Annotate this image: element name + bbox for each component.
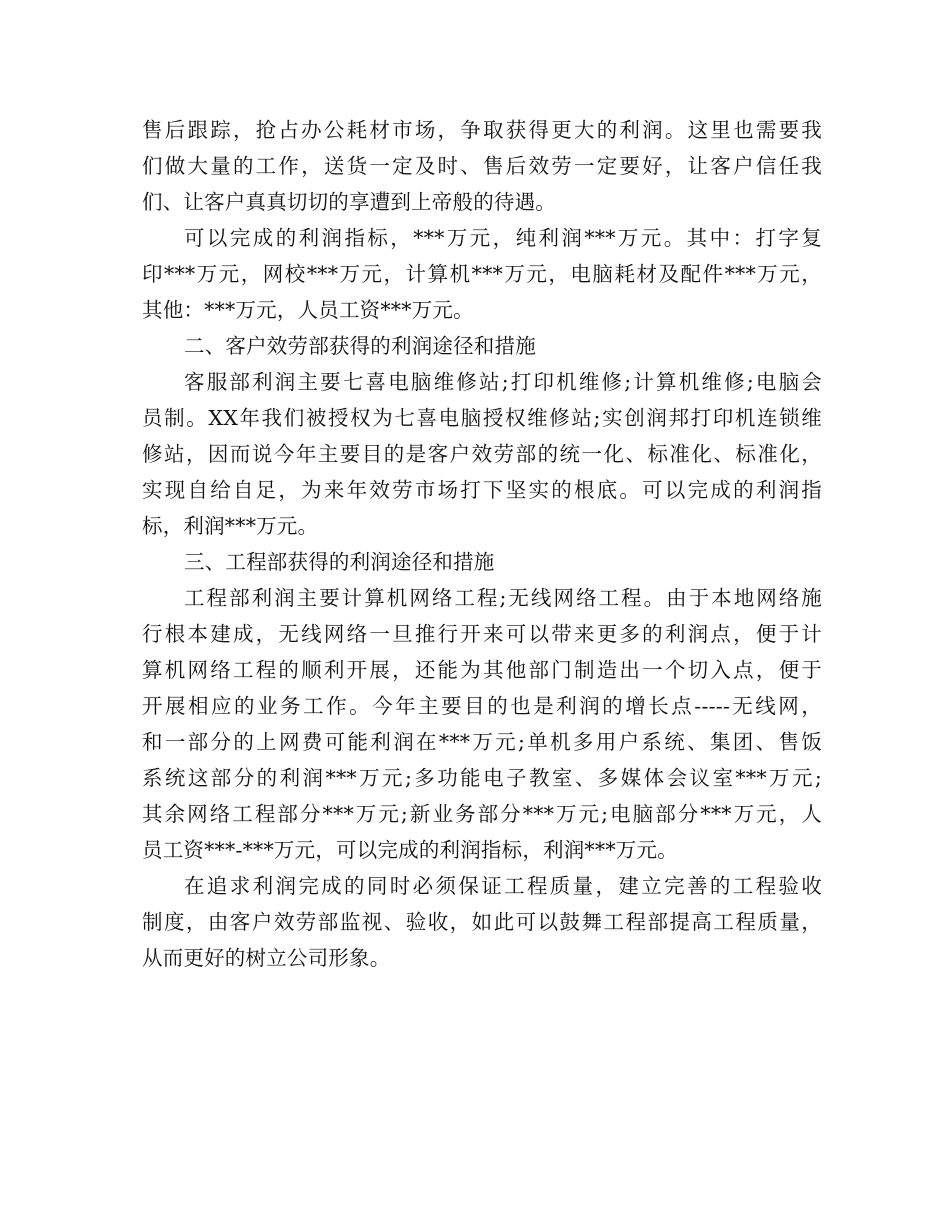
text-line: 算机网络工程的顺利开展，还能为其他部门制造出一个切入点，便于 <box>142 658 822 682</box>
section-heading-customer-service <box>142 328 822 364</box>
text-line: 修站，因而说今年主要目的是客户效劳部的统一化、标准化、标准化， <box>142 442 822 466</box>
section-heading: 三、工程部获得的利润途径和措施 <box>184 550 495 574</box>
text-line: 们做大量的工作，送货一定及时、售后效劳一定要好，让客户信任我 <box>142 154 822 178</box>
text-line: 在追求利润完成的同时必须保证工程质量，建立完善的工程验收 <box>184 874 822 898</box>
paragraph-sales-followup <box>142 112 822 220</box>
text-line: 售后跟踪，抢占办公耗材市场，争取获得更大的利润。这里也需要我 <box>142 118 822 142</box>
text-line: 可以完成的利润指标，***万元，纯利润***万元。其中：打字复 <box>184 226 822 250</box>
text-line: 标，利润***万元。 <box>142 514 319 538</box>
paragraph-quality-assurance <box>142 868 822 976</box>
paragraph-engineering <box>142 580 822 868</box>
text-line: 实现自给自足，为来年效劳市场打下坚实的根底。可以完成的利润指 <box>142 478 822 502</box>
text-line: 客服部利润主要七喜电脑维修站;打印机维修;计算机维修;电脑会 <box>184 370 822 394</box>
text-line: 其他：***万元，人员工资***万元。 <box>142 298 474 322</box>
text-line: 行根本建成，无线网络一旦推行开来可以带来更多的利润点，便于计 <box>142 622 822 646</box>
text-line: 其余网络工程部分***万元;新业务部分***万元;电脑部分***万元，人 <box>142 802 822 826</box>
text-line: 系统这部分的利润***万元;多功能电子教室、多媒体会议室***万元; <box>142 766 822 790</box>
text-line: 员工资***-***万元，可以完成的利润指标，利润***万元。 <box>142 838 678 862</box>
text-line: 开展相应的业务工作。今年主要目的也是利润的增长点-----无线网， <box>142 694 822 718</box>
text-line: 工程部利润主要计算机网络工程;无线网络工程。由于本地网络施 <box>184 586 822 610</box>
text-line: 制度，由客户效劳部监视、验收，如此可以鼓舞工程部提高工程质量， <box>142 910 822 934</box>
text-line: 员制。XX年我们被授权为七喜电脑授权维修站;实创润邦打印机连锁维 <box>142 406 822 430</box>
text-line: 和一部分的上网费可能利润在***万元;单机多用户系统、集团、售饭 <box>142 730 822 754</box>
text-line: 印***万元，网校***万元，计算机***万元，电脑耗材及配件***万元， <box>142 262 822 286</box>
text-line: 从而更好的树立公司形象。 <box>142 946 391 970</box>
paragraph-profit-targets <box>142 220 822 328</box>
document-page <box>142 112 822 976</box>
section-heading-engineering <box>142 544 822 580</box>
section-heading: 二、客户效劳部获得的利润途径和措施 <box>184 334 536 358</box>
text-line: 们、让客户真真切切的享遭到上帝般的待遇。 <box>142 190 556 214</box>
paragraph-customer-service <box>142 364 822 544</box>
